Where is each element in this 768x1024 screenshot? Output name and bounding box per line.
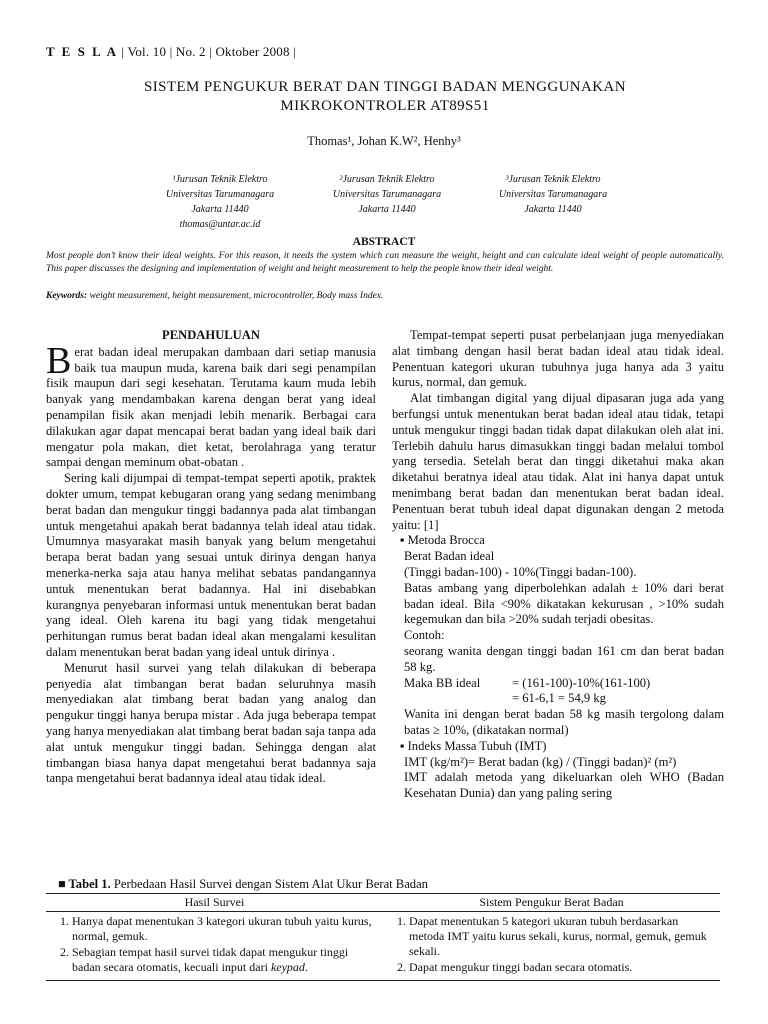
aff2-dept: ²Jurusan Teknik Elektro (339, 174, 435, 185)
table-caption (58, 877, 428, 892)
journal-name: T E S L A (46, 44, 118, 59)
journal-issue: | Vol. 10 | No. 2 | Oktober 2008 | (121, 44, 296, 59)
authors: Thomas¹, Johan K.W², Henhy³ (307, 134, 461, 148)
keypad-word: keypad (270, 960, 305, 974)
journal-header (46, 44, 296, 60)
intro-paragraph-1 (46, 339, 376, 471)
affiliation-3 (478, 172, 628, 217)
imt-formula: IMT (kg/m²)= Berat badan (kg) / (Tinggi badan)² (m²) (404, 754, 677, 769)
table-caption-label: ■ Tabel 1. (58, 877, 111, 891)
intro-paragraph-1-text: erat badan ideal merupakan dambaan dari setiap manusia baik tua maupun muda, karena baik dari segi penampilan fisik maupun dari segi kesehatan. Terutama kaum muda lebih banyak yang mendambakan karena dengan berat yang ideal penampilan fisik akan menjadi lebih menarik. Berbagai cara dilakukan agar dapat mencapai berat badan yang ideal baik dari mengatur pola makan, diet ketat, berolahraga yang teratur sampai dengan meminum obat-obatan . (46, 344, 376, 470)
section-title: PENDAHULUAN (162, 328, 260, 342)
brocca-line-5: seorang wanita dengan tinggi badan 161 cm dan berat badan 58 kg. (404, 643, 724, 674)
table-header-row (46, 894, 720, 912)
abstract-heading: ABSTRACT (352, 236, 416, 248)
brocca-line-3: Batas ambang yang diperbolehkan adalah ± 10% dari berat badan ideal. Bila <90% dikatakan kekurusan , >10% sudah kegemukan dan bila >20% sudah terjadi obesitas. (404, 580, 724, 627)
list-item-text: Sebagian tempat hasil survei tidak dapat mengukur tinggi badan secara otomatis, kecuali input dari (72, 945, 349, 974)
brocca-line-6: Wanita ini dengan berat badan 58 kg masih tergolong dalam batas ≥ 10%, (dikatakan normal) (404, 707, 724, 737)
brocca-line-2: (Tinggi badan-100) - 10%(Tinggi badan-100). (404, 564, 637, 579)
brocca-line-4: Contoh: (404, 628, 445, 643)
table-row (46, 912, 720, 981)
list-item: 2. Sebagian tempat hasil survei tidak dapat mengukur tinggi badan secara otomatis, kecuali input dari keypad. (72, 945, 377, 975)
list-item: 1. Hanya dapat menentukan 3 kategori ukuran tubuh yaitu kurus, normal, gemuk. (72, 914, 377, 944)
title-line-2: MIKROKONTROLER AT89S51 (280, 98, 490, 114)
equation-1 (392, 676, 724, 692)
equation-2-right: = 61-6,1 = 54,9 kg (512, 691, 606, 706)
list-item: 2. Dapat mengukur tinggi badan secara otomatis. (409, 960, 714, 975)
paper-title (60, 78, 710, 116)
brocca-line-1: Berat Badan ideal (404, 549, 495, 564)
right-paragraph-2: Alat timbangan digital yang dijual dipasaran juga ada yang berfungsi untuk menentukan berat badan ideal atau tidak, tetapi untuk mengukur tinggi badan tidak dapat dilakukan oleh alat ini. Terlebih dahulu harus dimasukkan tinggi badan melalui tombol yang tersedia. Setelah berat dan tinggi diketahui maka akan diketahui beratnya ideal atau tidak. Alat ini hanya dapat untuk menimbang berat badan dan menentukan berat badan ideal. Penentuan berat tubuh ideal dapat digunakan dengan 2 metoda yaitu: [1] (392, 391, 724, 532)
left-column (46, 328, 376, 787)
affiliation-2 (312, 172, 462, 217)
aff3-univ: Universitas Tarumanagara (498, 189, 608, 200)
affiliation-1 (145, 172, 295, 232)
imt-description: IMT adalah metoda yang dikeluarkan oleh WHO (Badan Kesehatan Dunia) dan yang paling sering (404, 770, 724, 801)
keywords (46, 291, 724, 301)
table-header-system: Sistem Pengukur Berat Badan (383, 894, 720, 912)
list-item: 1. Dapat menentukan 5 kategori ukuran tubuh berdasarkan metoda IMT yaitu kurus sekali, kurus, normal, gemuk, gemuk sekali. (409, 914, 714, 959)
table-cell-system (383, 912, 720, 981)
aff2-city: Jakarta 11440 (358, 204, 416, 215)
right-column (392, 328, 724, 802)
table-header-survey: Hasil Survei (46, 894, 383, 912)
dropcap: B (46, 339, 72, 382)
right-paragraph-1: Tempat-tempat seperti pusat perbelanjaan juga menyediakan alat timbang dengan hasil berat badan ideal atau tidak ideal. Penentuan kategori ukuran tubuhnya juga hanya ada 3 yaitu kurus, normal, dan gemuk. (392, 328, 724, 390)
keywords-text: weight measurement, height measurement, microcontroller, Body mass Index. (87, 291, 384, 301)
aff1-dept: ¹Jurusan Teknik Elektro (172, 174, 268, 185)
bullet-imt: ▪ Indeks Massa Tubuh (IMT) (400, 738, 547, 753)
intro-paragraph-3: Menurut hasil survei yang telah dilakukan di beberapa penyedia alat timbangan berat badan seluruhnya masih menyediakan alat timbang berat badan yang analog dan pengukur tinggi hanya berupa mistar . Ada juga beberapa tempat yang hanya menyediakan alat timbang berat badan saja tanpa ada alat untuk mengukur tinggi badan. Sehingga dengan alat timbangan biasa hanya dapat mengetahui berat badannya saja tanpa mengetahui berat badannya ideal atau tidak ideal. (46, 660, 376, 786)
aff1-city: Jakarta 11440 (191, 204, 249, 215)
abstract-text: Most people don’t know their ideal weights. For this reason, it needs the system which can measure the weight, height and can calculate ideal weight of people automatically. This paper discusses the designing and implementation of weight and height measurement to help the people know their ideal weight. (46, 251, 724, 274)
aff3-city: Jakarta 11440 (524, 204, 582, 215)
aff3-dept: ³Jurusan Teknik Elektro (505, 174, 601, 185)
keywords-label: Keywords: (46, 291, 88, 301)
equation-1-left: Maka BB ideal (404, 675, 481, 690)
aff1-email: thomas@untar.ac.id (179, 219, 261, 230)
title-line-1: SISTEM PENGUKUR BERAT DAN TINGGI BADAN MENGGUNAKAN (144, 79, 626, 95)
table-caption-text: Perbedaan Hasil Survei dengan Sistem Alat Ukur Berat Badan (110, 877, 428, 891)
aff2-univ: Universitas Tarumanagara (332, 189, 442, 200)
table-cell-survey (46, 912, 383, 981)
intro-paragraph-2: Sering kali dijumpai di tempat-tempat seperti apotik, praktek dokter umum, tempat kebugaran orang yang sedang menimbang berat badan dan mengukur tinggi badannya pada alat timbangan untuk mengetahui apakah berat badannya telah ideal atau tidak. Umumnya masyarakat masih banyak yang belum mengetahui berapa berat badan yang sesuai untuk dirinya dengan hanya menerka-nerka saja atau hanya melihat sebatas pandangannya untuk menentukan berat badannya. Hal ini disebabkan kurangnya penyebaran informasi untuk menentukan berat badan yang ideal. Oleh karena itu bagi yang tidak mengetahui perhitungan rumus berat badan ideal akan mengalami kesulitan dalam menentukan berat badan yang ideal untuk dirinya . (46, 471, 376, 659)
equation-2 (392, 691, 724, 707)
aff1-univ: Universitas Tarumanagara (165, 189, 275, 200)
equation-1-right: = (161-100)-10%(161-100) (512, 675, 651, 690)
bullet-brocca: ▪ Metoda Brocca (400, 533, 485, 548)
comparison-table (46, 893, 720, 981)
